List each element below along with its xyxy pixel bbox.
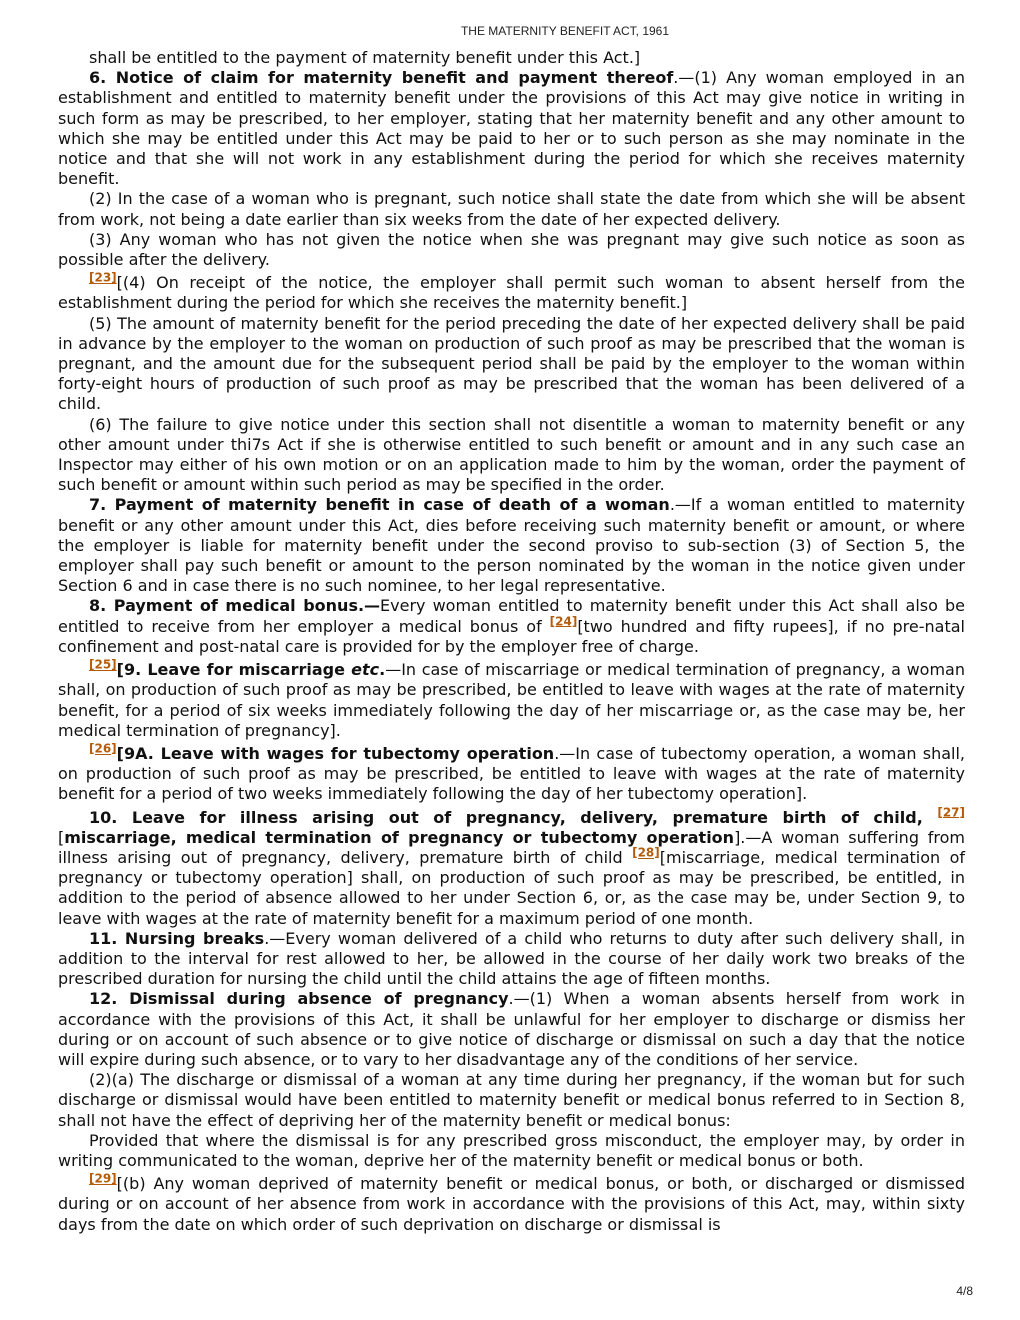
section-heading: [9. Leave for miscarriage etc. xyxy=(116,660,386,680)
footnote-link-25[interactable]: [25] xyxy=(89,657,117,672)
section-12-2b: [29][(b) Any woman deprived of maternity benefit or medical bonus, or both, or discharged or dismissed during or on account of her absence from work in accordance with the provisions of this Act, may, within sixty days from the date on which order of such deprivation on discharge or dismissal is xyxy=(58,1171,965,1234)
section-8: 8. Payment of medical bonus.—Every woman entitled to maternity benefit under this Act shall also be entitled to receive from her employer a medical bonus of [24][two hundred and fifty rupees], if no pre-natal confinement and post-natal care is provided for by the employer free of charge. xyxy=(58,596,966,656)
section-11: 11. Nursing breaks.—Every woman delivered of a child who returns to duty after such delivery shall, in addition to the interval for rest allowed to her, be allowed in the course of her daily work two breaks of the prescribed duration for nursing the child until the child attains the age of fifteen months. xyxy=(58,928,965,989)
section-9a: [26][9A. Leave with wages for tubectomy operation.—In case of tubectomy operation, a woman shall, on production of such proof as may be prescribed, be entitled to leave with wages at the rate of maternity benefit for a period of two weeks immediately following the day of her tubectomy operation]. xyxy=(58,741,966,804)
section-6: 6. Notice of claim for maternity benefit and payment thereof.—(1) Any woman employed in an establishment and entitled to maternity benefit under the provisions of this Act may give notice in writing in such form as may be prescribed, to her employer, stating that her maternity benefit and any other amount to which she may be entitled under this Act may be paid to her or to such person as she may nominate in the notice and that she will not work in any establishment during the period for which she receives maternity benefit. xyxy=(58,68,965,189)
section-heading: 12. Dismissal during absence of pregnancy xyxy=(89,989,509,1009)
section-6-3: (3) Any woman who has not given the notice when she was pregnant may give such notice as soon as possible after the delivery. xyxy=(58,229,965,270)
section-heading: 7. Payment of maternity benefit in case of death of a woman xyxy=(89,495,670,515)
footnote-link-23[interactable]: [23] xyxy=(89,270,117,285)
footnote-link-28[interactable]: [28] xyxy=(632,845,660,860)
page-header: THE MATERNITY BENEFIT ACT, 1961 xyxy=(460,24,670,38)
page-number: 4/8 xyxy=(956,1284,973,1298)
section-heading-continued: miscarriage, medical termination of pregnancy or tubectomy operation xyxy=(64,827,735,847)
section-6-6: (6) The failure to give notice under this section shall not disentitle a woman to maternity benefit or any other amount under thi7s Act if she is otherwise entitled to such benefit or amount and in any such case an Inspector may either of his own motion or on an application made to him by the woman, order the payment of such benefit or amount within such period as may be specified in the order. xyxy=(58,414,965,495)
footnote-link-26[interactable]: [26] xyxy=(89,741,117,756)
section-7: 7. Payment of maternity benefit in case of death of a woman.—If a woman entitled to maternity benefit or any other amount under this Act, dies before receiving such maternity benefit or amount, or where the employer is liable for maternity benefit under the second proviso to sub-section (3) of Section 5, the employer shall pay such benefit or amount to the person nominated by the woman in the notice given under Section 6 and in case there is no such nominee, to her legal representative. xyxy=(58,495,966,596)
footnote-link-29[interactable]: [29] xyxy=(89,1171,117,1186)
section-10: 10. Leave for illness arising out of pregnancy, delivery, premature birth of child, [27] [miscarriage, medical termination of pregnancy or tubectomy operation].—A woman suffering from illness arising out of pregnancy, delivery, premature birth of child [28][miscarriage, medical termination of pregnancy or tubectomy operation] shall, on production of such proof as may be prescribed, be entitled, in addition to the period of absence allowed to her under Section 6, or, as the case may be, under Section 9, to leave with wages at the rate of maternity benefit for a maximum period of one month. xyxy=(58,805,965,928)
paragraph-continuation: shall be entitled to the payment of maternity benefit under this Act.] xyxy=(89,48,641,67)
section-heading: 11. Nursing breaks xyxy=(89,928,265,948)
section-6-2: (2) In the case of a woman who is pregnant, such notice shall state the date from which she will be absent from work, not being a date earlier than six weeks from the date of her expected delivery. xyxy=(58,189,965,229)
section-6-4: [23][(4) On receipt of the notice, the employer shall permit such woman to absent herself from the establishment during the period for which she receives the maternity benefit.] xyxy=(58,270,965,313)
section-6-5: (5) The amount of maternity benefit for the period preceding the date of her expected delivery shall be paid in advance by the employer to the woman on production of such proof as may be prescribed that the woman is pregnant, and the amount due for the subsequent period shall be paid by the employer to the woman within forty-eight hours of production of such proof as may be prescribed that the woman has been delivered of a child. xyxy=(58,313,965,414)
section-12-proviso: Provided that where the dismissal is for any prescribed gross misconduct, the employer may, by order in writing communicated to the woman, deprive her of the maternity benefit or medical bonus or both. xyxy=(58,1130,965,1170)
section-9: [25][9. Leave for miscarriage etc.—In case of miscarriage or medical termination of pregnancy, a woman shall, on production of such proof as may be prescribed, be entitled to leave with wages at the rate of maternity benefit, for a period of six weeks immediately following the day of her miscarriage or, as the case may be, her medical termination of pregnancy]. xyxy=(58,657,965,740)
section-12: 12. Dismissal during absence of pregnancy.—(1) When a woman absents herself from work in accordance with the provisions of this Act, it shall be unlawful for her employer to discharge or dismiss her during or on account of such absence or to give notice of discharge or dismissal on such a day that the notice will expire during such absence, or to vary to her disadvantage any of the conditions of her service. xyxy=(58,989,966,1069)
footnote-link-27[interactable]: [27] xyxy=(937,805,965,820)
document-body xyxy=(58,48,965,1235)
section-heading: 8. Payment of medical bonus.— xyxy=(89,596,381,616)
footnote-link-24[interactable]: [24] xyxy=(549,614,578,629)
section-heading: 6. Notice of claim for maternity benefit and payment thereof xyxy=(89,68,674,88)
section-heading: 10. Leave for illness arising out of pregnancy, delivery, premature birth of child, xyxy=(89,807,938,827)
section-heading: [9A. Leave with wages for tubectomy operation xyxy=(116,743,555,763)
section-12-2a: (2)(a) The discharge or dismissal of a woman at any time during her pregnancy, if the woman but for such discharge or dismissal would have been entitled to maternity benefit or medical bonus referred to in Section 8, shall not have the effect of depriving her of the maternity benefit or medical bonus: xyxy=(58,1070,965,1130)
